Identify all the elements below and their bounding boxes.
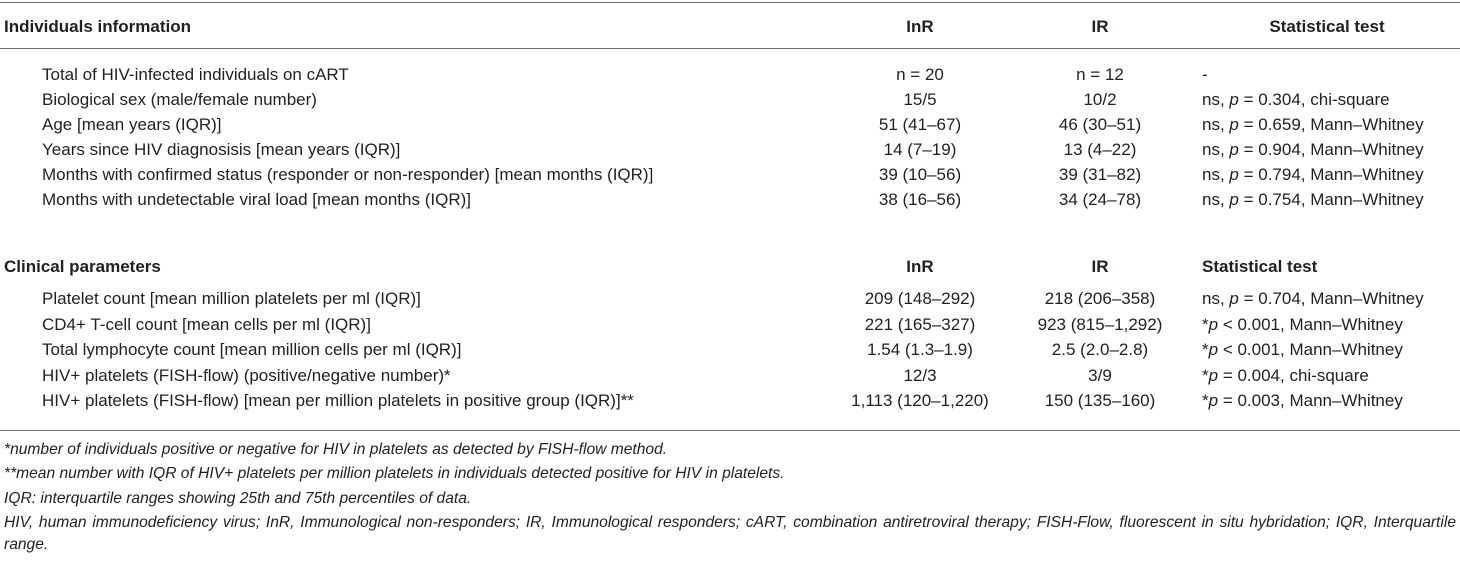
row-ir-value: 10/2 [1083, 90, 1117, 109]
row-inr-value: 1,113 (120–1,220) [851, 391, 989, 410]
footnote-2: **mean number with IQR of HIV+ platelets per million platelets in individuals detected positive for HIV in platelets. [4, 465, 785, 482]
row-statistical-test [1202, 63, 1208, 87]
test-suffix: = 0.003, Mann–Whitney [1218, 391, 1403, 410]
header-label: Individuals information [4, 17, 192, 36]
header-ir: IR [1091, 17, 1109, 36]
test-p-symbol: p [1229, 165, 1239, 184]
row-inr-value: 1.54 (1.3–1.9) [867, 340, 973, 359]
row-inr-value: 15/5 [903, 90, 937, 109]
row-ir-value: n = 12 [1076, 65, 1124, 84]
test-prefix: ns, [1202, 289, 1230, 308]
header-inr: InR [906, 17, 934, 36]
row-statistical-test [1202, 389, 1403, 413]
header-rule [0, 48, 1460, 49]
row-ir-value: 46 (30–51) [1058, 115, 1142, 134]
test-p-symbol: p [1208, 340, 1219, 359]
row-statistical-test [1202, 163, 1424, 187]
row-statistical-test [1202, 88, 1390, 112]
row-label: CD4+ T-cell count [mean cells per ml (IQR)] [42, 314, 371, 334]
row-inr-value: 39 (10–56) [878, 165, 962, 184]
test-prefix: ns, [1202, 140, 1230, 159]
row-ir-value: 39 (31–82) [1058, 165, 1142, 184]
row-ir-value: 923 (815–1,292) [1037, 314, 1163, 334]
clinical-header-test: Statistical test [1202, 257, 1318, 276]
table-row [0, 138, 1460, 162]
row-label: HIV+ platelets (FISH-flow) [mean per million platelets in positive group (IQR)]** [42, 391, 634, 410]
row-statistical-test [1202, 113, 1424, 137]
row-ir-value: 3/9 [1088, 365, 1112, 385]
row-label: Years since HIV diagnosisis [mean years (IQR)] [42, 140, 401, 159]
row-ir-value: 13 (4–22) [1063, 140, 1137, 159]
top-rule [0, 2, 1460, 3]
test-suffix: = 0.794, Mann–Whitney [1238, 165, 1424, 184]
test-suffix: = 0.004, chi-square [1218, 365, 1369, 385]
table-row [0, 287, 1460, 311]
row-label: Biological sex (male/female number) [42, 90, 317, 109]
test-p-symbol: p [1208, 314, 1219, 334]
test-prefix: - [1202, 65, 1208, 84]
row-label: Total lymphocyte count [mean million cells per ml (IQR)] [42, 340, 462, 359]
row-inr-value: n = 20 [896, 65, 944, 84]
row-inr-value: 209 (148–292) [864, 289, 976, 308]
row-statistical-test [1202, 313, 1403, 337]
table-row [0, 188, 1460, 212]
test-suffix: < 0.001, Mann–Whitney [1218, 314, 1403, 334]
row-label: Age [mean years (IQR)] [42, 115, 222, 134]
row-label: Months with undetectable viral load [mean months (IQR)] [42, 190, 471, 209]
test-p-symbol: p [1208, 365, 1219, 385]
test-suffix: < 0.001, Mann–Whitney [1218, 340, 1403, 359]
test-prefix: ns, [1202, 90, 1230, 109]
row-ir-value: 218 (206–358) [1044, 289, 1156, 308]
row-statistical-test [1202, 188, 1424, 212]
row-statistical-test [1202, 287, 1424, 311]
test-prefix: ns, [1202, 165, 1230, 184]
row-inr-value: 51 (41–67) [878, 115, 962, 134]
test-p-symbol: p [1208, 391, 1219, 410]
header-test: Statistical test [1269, 17, 1385, 36]
bottom-rule [0, 430, 1460, 431]
footnote-1: *number of individuals positive or negative for HIV in platelets as detected by FISH-flow method. [4, 441, 668, 458]
footnote-4: HIV, human immunodeficiency virus; InR, Immunological non-responders; IR, Immunological responders; cART, combination antiretroviral therapy; FISH-Flow, fluorescent in situ hybridation; IQR, Interquartile range. [4, 514, 1456, 553]
test-p-symbol: p [1229, 115, 1239, 134]
clinical-header-label: Clinical parameters [4, 257, 161, 276]
table-row [0, 88, 1460, 112]
row-ir-value: 2.5 (2.0–2.8) [1051, 340, 1149, 359]
row-ir-value: 150 (135–160) [1044, 391, 1156, 410]
test-prefix: * [1202, 391, 1209, 410]
test-prefix: * [1202, 314, 1209, 334]
row-statistical-test [1202, 364, 1369, 388]
table-row [0, 113, 1460, 137]
test-p-symbol: p [1229, 90, 1239, 109]
test-prefix: ns, [1202, 190, 1230, 209]
table-row [0, 364, 1460, 388]
row-label: Months with confirmed status (responder or non-responder) [mean months (IQR)] [42, 165, 654, 184]
test-suffix: = 0.304, chi-square [1238, 90, 1390, 109]
test-suffix: = 0.659, Mann–Whitney [1238, 115, 1424, 134]
test-p-symbol: p [1229, 289, 1239, 308]
row-label: HIV+ platelets (FISH-flow) (positive/negative number)* [42, 365, 451, 385]
clinical-header-inr: InR [906, 257, 934, 276]
table-row [0, 389, 1460, 413]
table-row [0, 63, 1460, 87]
row-label: Platelet count [mean million platelets per ml (IQR)] [42, 289, 421, 308]
test-p-symbol: p [1229, 140, 1239, 159]
test-prefix: ns, [1202, 115, 1230, 134]
table-row [0, 313, 1460, 337]
footnote-3: IQR: interquartile ranges showing 25th and 75th percentiles of data. [4, 490, 472, 507]
row-ir-value: 34 (24–78) [1058, 190, 1142, 209]
row-inr-value: 14 (7–19) [883, 140, 957, 159]
test-suffix: = 0.754, Mann–Whitney [1238, 190, 1424, 209]
test-prefix: * [1202, 340, 1209, 359]
row-statistical-test [1202, 338, 1403, 362]
test-suffix: = 0.704, Mann–Whitney [1238, 289, 1424, 308]
table-row [0, 338, 1460, 362]
clinical-header-ir: IR [1091, 257, 1109, 276]
row-statistical-test [1202, 138, 1424, 162]
table-row [0, 163, 1460, 187]
table-header-row [0, 15, 1460, 39]
test-suffix: = 0.904, Mann–Whitney [1238, 140, 1424, 159]
row-inr-value: 38 (16–56) [878, 190, 962, 209]
test-prefix: * [1202, 365, 1209, 385]
row-inr-value: 221 (165–327) [864, 314, 976, 334]
clinical-header-row [0, 255, 1460, 279]
row-inr-value: 12/3 [903, 365, 937, 385]
test-p-symbol: p [1229, 190, 1239, 209]
row-label: Total of HIV-infected individuals on cART [42, 65, 349, 84]
